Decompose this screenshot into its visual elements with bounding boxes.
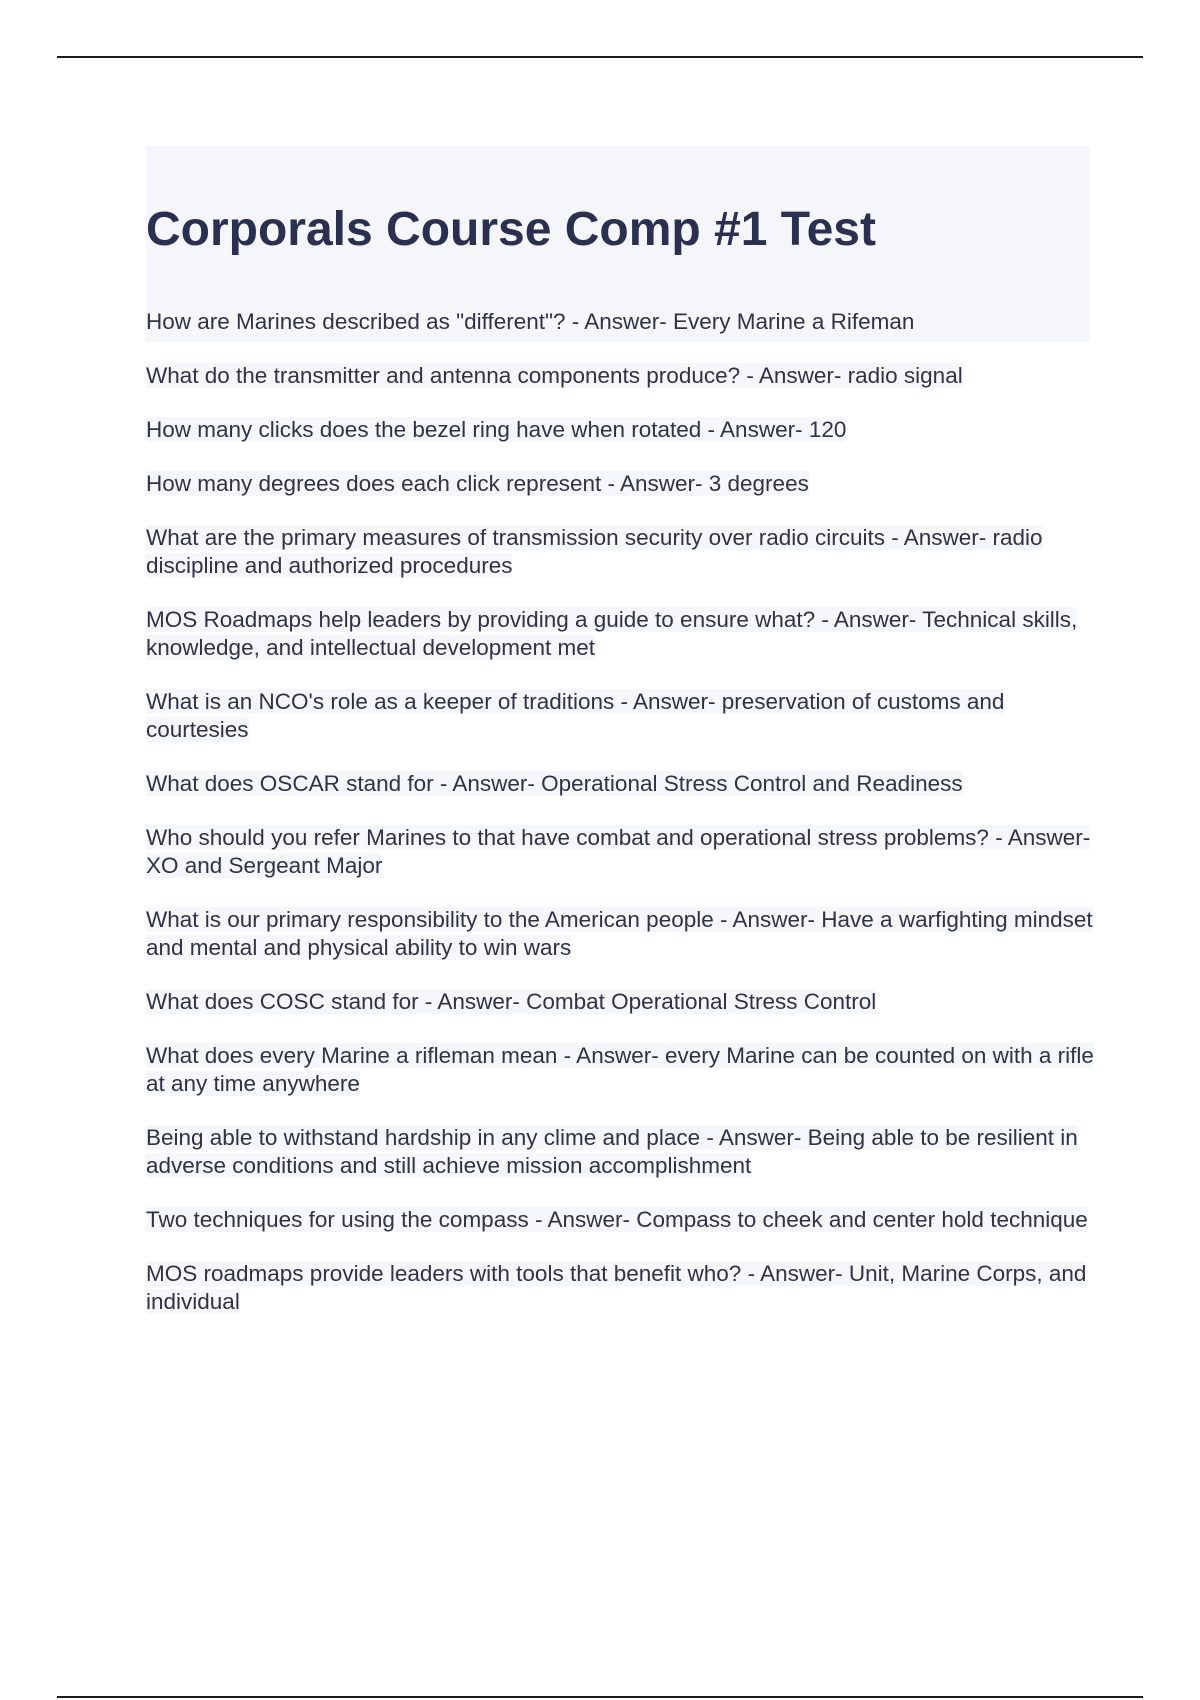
document-title: Corporals Course Comp #1 Test — [146, 203, 876, 256]
qa-item — [146, 606, 1096, 662]
qa-text: Who should you refer Marines to that have combat and operational stress problems? - Answer- XO and Sergeant Major — [146, 825, 1091, 878]
qa-item — [146, 688, 1096, 744]
qa-list — [146, 308, 1096, 1342]
qa-item — [146, 988, 1096, 1016]
qa-text: What does OSCAR stand for - Answer- Operational Stress Control and Readiness — [146, 771, 963, 796]
footer-rule — [57, 1696, 1143, 1698]
header-rule — [57, 56, 1143, 58]
qa-item — [146, 906, 1096, 962]
qa-item — [146, 770, 1096, 798]
qa-item — [146, 824, 1096, 880]
qa-text: How many clicks does the bezel ring have when rotated - Answer- 120 — [146, 417, 847, 442]
qa-text: Being able to withstand hardship in any clime and place - Answer- Being able to be resilient in adverse conditions and still achieve mission accomplishment — [146, 1125, 1078, 1178]
qa-text: What does every Marine a rifleman mean - Answer- every Marine can be counted on with a rifle at any time anywhere — [146, 1043, 1094, 1096]
qa-item — [146, 1042, 1096, 1098]
qa-item — [146, 308, 1096, 336]
qa-text: What do the transmitter and antenna components produce? - Answer- radio signal — [146, 363, 963, 388]
qa-item — [146, 1260, 1096, 1316]
qa-text: MOS roadmaps provide leaders with tools that benefit who? - Answer- Unit, Marine Corps, and individual — [146, 1261, 1087, 1314]
qa-item — [146, 1206, 1096, 1234]
qa-text: MOS Roadmaps help leaders by providing a guide to ensure what? - Answer- Technical skills, knowledge, and intellectual development met — [146, 607, 1078, 660]
qa-text: What is our primary responsibility to the American people - Answer- Have a warfighting mindset and mental and physical ability to win wars — [146, 907, 1093, 960]
qa-item — [146, 362, 1096, 390]
qa-text: What does COSC stand for - Answer- Combat Operational Stress Control — [146, 989, 877, 1014]
qa-text: What is an NCO's role as a keeper of traditions - Answer- preservation of customs and courtesies — [146, 689, 1005, 742]
qa-item — [146, 1124, 1096, 1180]
qa-item — [146, 416, 1096, 444]
qa-text: Two techniques for using the compass - Answer- Compass to cheek and center hold technique — [146, 1207, 1088, 1232]
qa-item — [146, 470, 1096, 498]
qa-text: What are the primary measures of transmission security over radio circuits - Answer- radio discipline and authorized procedures — [146, 525, 1043, 578]
qa-text: How many degrees does each click represent - Answer- 3 degrees — [146, 471, 809, 496]
qa-text: How are Marines described as "different"? - Answer- Every Marine a Rifeman — [146, 309, 915, 334]
qa-item — [146, 524, 1096, 580]
